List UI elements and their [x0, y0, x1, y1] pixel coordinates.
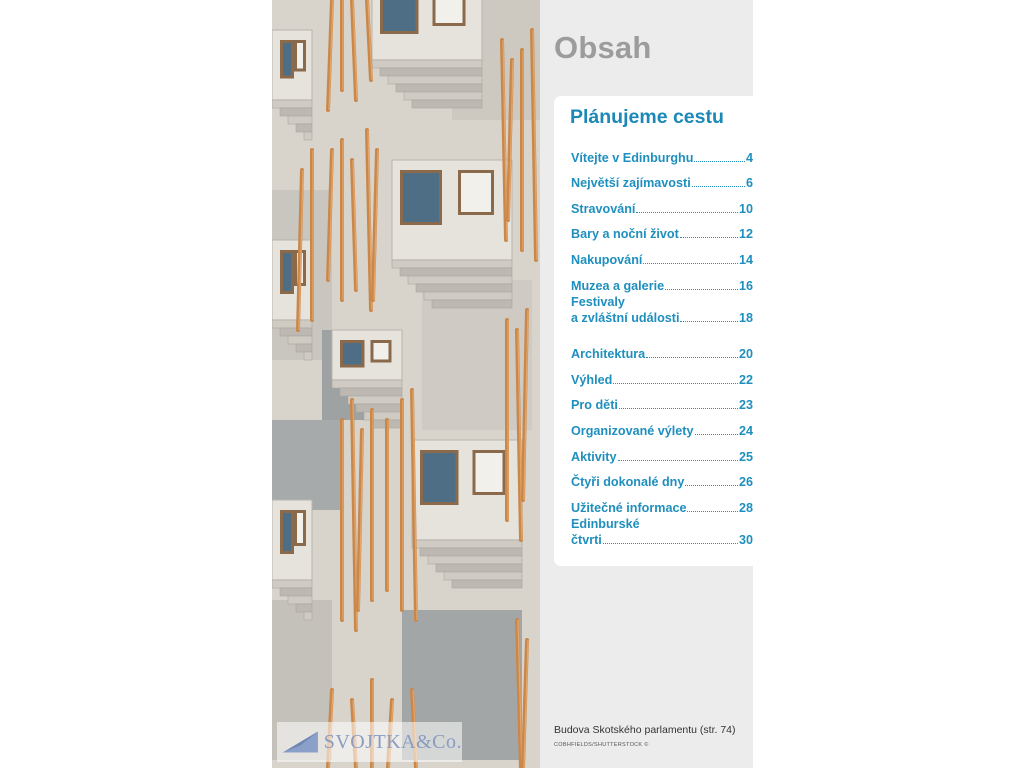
- window-glass: [297, 43, 303, 69]
- bay-step: [288, 596, 312, 604]
- toc-card: [554, 96, 753, 566]
- bay-step: [400, 268, 512, 276]
- bay-step: [364, 412, 402, 420]
- toc-item-label: Užitečné informace: [571, 500, 687, 515]
- toc-leader-dots: [665, 289, 738, 290]
- toc-item-page-number: 4: [745, 150, 753, 165]
- toc-leader-dots: [695, 434, 738, 435]
- bay-step: [372, 60, 482, 68]
- toc-item[interactable]: [571, 268, 753, 294]
- window-glass: [343, 343, 362, 365]
- window-glass: [283, 43, 291, 76]
- toc-leader-dots: [646, 357, 738, 358]
- window-glass: [461, 173, 491, 212]
- toc-leader-dots: [603, 543, 738, 544]
- toc-item-page-number: 20: [738, 347, 753, 362]
- toc-item[interactable]: [571, 413, 753, 439]
- bay-step: [420, 548, 522, 556]
- toc-item-page-number: 26: [738, 475, 753, 490]
- bay-step: [296, 344, 312, 352]
- toc-item-label: Muzea a galerie: [571, 278, 665, 293]
- window-glass: [374, 343, 389, 360]
- toc-item-label-line1: Edinburské: [571, 516, 640, 531]
- bay-step: [280, 588, 312, 596]
- facade-illustration: [272, 0, 540, 768]
- toc-item-label-line1: Festivaly: [571, 294, 625, 309]
- toc-item-page-number: 12: [738, 227, 753, 242]
- parliament-building-photo: [272, 0, 540, 768]
- photo-credit: COBHFIELDS/SHUTTERSTOCK ©: [554, 742, 649, 748]
- bay-step: [304, 352, 312, 360]
- toc-item[interactable]: [571, 465, 753, 491]
- toc-leader-dots: [692, 186, 745, 187]
- toc-item-page-number: 16: [738, 278, 753, 293]
- toc-item-page-number: 28: [738, 500, 753, 515]
- toc-item-page-number: 24: [738, 423, 753, 438]
- toc-item[interactable]: [571, 439, 753, 465]
- bay-step: [280, 328, 312, 336]
- window-glass: [476, 453, 503, 492]
- toc-item[interactable]: [571, 294, 753, 337]
- bay-step: [272, 100, 312, 108]
- bay-step: [444, 572, 522, 580]
- bay-step: [296, 124, 312, 132]
- toc-item[interactable]: [571, 217, 753, 243]
- bay-step: [304, 612, 312, 620]
- toc-item[interactable]: [571, 242, 753, 268]
- bay-step: [348, 396, 402, 404]
- bay-step: [304, 132, 312, 140]
- toc-item-label: Bary a noční život: [571, 227, 679, 242]
- bay-step: [412, 100, 482, 108]
- facade-panel: [272, 420, 342, 510]
- photo-caption: Budova Skotského parlamentu (str. 74): [554, 724, 736, 736]
- bay-step: [392, 260, 512, 268]
- toc-leader-dots: [687, 511, 738, 512]
- contents-column: [540, 0, 753, 768]
- toc-list: [571, 140, 753, 559]
- toc-leader-dots: [619, 408, 738, 409]
- book-page: [272, 0, 753, 768]
- toc-leader-dots: [680, 237, 738, 238]
- toc-leader-dots: [680, 321, 738, 322]
- toc-section-heading: Plánujeme cestu: [570, 106, 724, 128]
- bay-step: [396, 84, 482, 92]
- bay-step: [404, 92, 482, 100]
- toc-item-label: a zvláštní události: [571, 310, 680, 325]
- toc-item[interactable]: [571, 388, 753, 414]
- window-glass: [436, 0, 463, 23]
- toc-item-label: Aktivity: [571, 449, 617, 464]
- toc-item-label: Pro děti: [571, 398, 618, 413]
- bay-step: [428, 556, 522, 564]
- bay-step: [272, 580, 312, 588]
- window-glass: [403, 173, 439, 222]
- toc-item-page-number: 23: [738, 398, 753, 413]
- toc-item-page-number: 22: [738, 372, 753, 387]
- bay-step: [332, 380, 402, 388]
- toc-item-page-number: 14: [738, 252, 753, 267]
- page-title: Obsah: [554, 30, 652, 65]
- toc-leader-dots: [643, 263, 738, 264]
- publisher-watermark: [277, 722, 462, 762]
- toc-item-label: Čtyři dokonalé dny: [571, 475, 685, 490]
- bay-step: [416, 284, 512, 292]
- toc-item[interactable]: [571, 166, 753, 192]
- toc-item-label: Výhled: [571, 372, 613, 387]
- bay-step: [296, 604, 312, 612]
- toc-item-label: Nakupování: [571, 252, 643, 267]
- bay-step: [356, 404, 402, 412]
- toc-item[interactable]: [571, 337, 753, 363]
- toc-item-page-number: 30: [738, 532, 753, 547]
- window-glass: [283, 253, 291, 291]
- bay-step: [280, 108, 312, 116]
- toc-item[interactable]: [571, 362, 753, 388]
- window-glass: [423, 453, 456, 502]
- bay-step: [408, 276, 512, 284]
- toc-item-label: Vítejte v Edinburghu: [571, 150, 694, 165]
- toc-item-label: Architektura: [571, 347, 646, 362]
- window-glass: [283, 513, 291, 551]
- bay-step: [340, 388, 402, 396]
- toc-item-label: Organizované výlety: [571, 423, 694, 438]
- toc-item-page-number: 6: [745, 176, 753, 191]
- watermark-text: SVOJTKA&Co.: [323, 730, 462, 753]
- bay-step: [412, 540, 522, 548]
- toc-item-label: čtvrti: [571, 532, 602, 547]
- toc-item[interactable]: [571, 516, 753, 559]
- toc-leader-dots: [694, 161, 745, 162]
- toc-leader-dots: [685, 485, 738, 486]
- toc-leader-dots: [613, 383, 738, 384]
- toc-item-label: Největší zajímavosti: [571, 176, 691, 191]
- bay-step: [436, 564, 522, 572]
- bay-step: [272, 320, 312, 328]
- toc-item-label: Stravování: [571, 201, 636, 216]
- toc-item[interactable]: [571, 191, 753, 217]
- toc-leader-dots: [618, 460, 738, 461]
- toc-item-page-number: 25: [738, 449, 753, 464]
- toc-item[interactable]: [571, 490, 753, 516]
- toc-item[interactable]: [571, 140, 753, 166]
- publisher-logo-icon: [281, 724, 320, 760]
- window-glass: [383, 0, 416, 31]
- bay-step: [452, 580, 522, 588]
- bay-step: [380, 68, 482, 76]
- toc-leader-dots: [636, 212, 738, 213]
- bay-step: [388, 76, 482, 84]
- bay-step: [424, 292, 512, 300]
- window-glass: [297, 513, 303, 543]
- toc-item-page-number: 18: [738, 310, 753, 325]
- bay-step: [288, 336, 312, 344]
- bay-step: [288, 116, 312, 124]
- toc-item-page-number: 10: [738, 201, 753, 216]
- bay-step: [432, 300, 512, 308]
